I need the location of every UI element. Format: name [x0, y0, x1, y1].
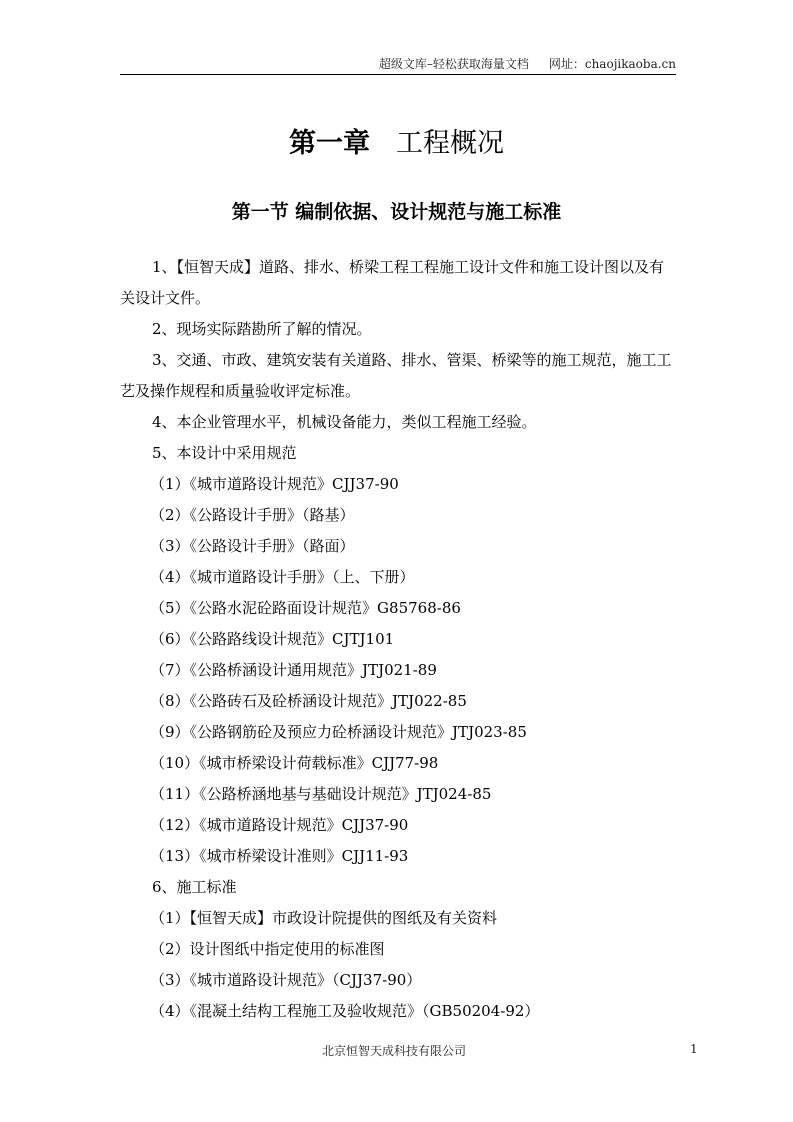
construction-standard-item: （1）【恒智天成】市政设计院提供的图纸及有关资料	[150, 909, 498, 927]
footer-company: 北京恒智天成科技有限公司	[322, 1044, 467, 1058]
design-code-item: （10）《城市桥梁设计荷载标准》CJJ77-98	[150, 754, 439, 772]
design-code-item: （3）《公路设计手册》（路面）	[150, 537, 355, 555]
design-code-item: （12）《城市道路设计规范》CJJ37-90	[150, 816, 409, 834]
chapter-title	[0, 126, 793, 162]
paragraph-2: 2、现场实际踏勘所了解的情况。	[152, 320, 372, 338]
paragraph-1-line-2: 关设计文件。	[120, 289, 211, 307]
design-code-item: （7）《公路桥涵设计通用规范》JTJ021-89	[150, 661, 437, 679]
design-code-item: （6）《公路路线设计规范》CJTJ101	[150, 630, 395, 648]
design-code-item: （4）《城市道路设计手册》（上、下册）	[150, 568, 415, 586]
paragraph-4: 4、本企业管理水平，机械设备能力，类似工程施工经验。	[152, 413, 537, 431]
design-codes-list	[120, 469, 700, 872]
design-code-item: （2）《公路设计手册》（路基）	[150, 506, 355, 524]
page-number: 1	[690, 1042, 698, 1056]
header-url: 网址：chaojikaoba.cn	[548, 57, 676, 71]
section-title: 第一节 编制依据、设计规范与施工标准	[231, 201, 562, 223]
header-site-slogan: 超级文库–轻松获取海量文档	[378, 57, 529, 71]
paragraph-3-line-1: 3、交通、市政、建筑安装有关道路、排水、管渠、桥梁等的施工规范，施工工	[152, 351, 672, 369]
design-code-item: （1）《城市道路设计规范》CJJ37-90	[150, 475, 399, 493]
chapter-number: 第一章	[289, 128, 370, 159]
construction-standard-item: （2）设计图纸中指定使用的标准图	[150, 940, 385, 958]
design-code-item: （9）《公路钢筋砼及预应力砼桥涵设计规范》JTJ023-85	[150, 723, 527, 741]
page-header	[120, 56, 676, 75]
paragraph-3-line-2: 艺及操作规程和质量验收评定标准。	[120, 382, 361, 400]
construction-standards-list	[120, 903, 700, 1027]
paragraph-5: 5、本设计中采用规范	[152, 444, 297, 462]
construction-standard-item: （3）《城市道路设计规范》（CJJ37-90）	[150, 971, 422, 989]
construction-standard-item: （4）《混凝土结构工程施工及验收规范》（GB50204-92）	[150, 1002, 540, 1020]
chapter-name: 工程概况	[396, 128, 504, 159]
design-code-item: （13）《城市桥梁设计准则》CJJ11-93	[150, 847, 409, 865]
design-code-item: （5）《公路水泥砼路面设计规范》G85768-86	[150, 599, 461, 617]
design-code-item: （8）《公路砖石及砼桥涵设计规范》JTJ022-85	[150, 692, 467, 710]
paragraph-1-line-1: 1、【恒智天成】道路、排水、桥梁工程工程施工设计文件和施工设计图以及有	[152, 258, 665, 276]
construction-standards-heading: 6、施工标准	[152, 878, 237, 896]
document-body	[120, 252, 700, 1027]
design-code-item: （11）《公路桥涵地基与基础设计规范》JTJ024-85	[150, 785, 492, 803]
